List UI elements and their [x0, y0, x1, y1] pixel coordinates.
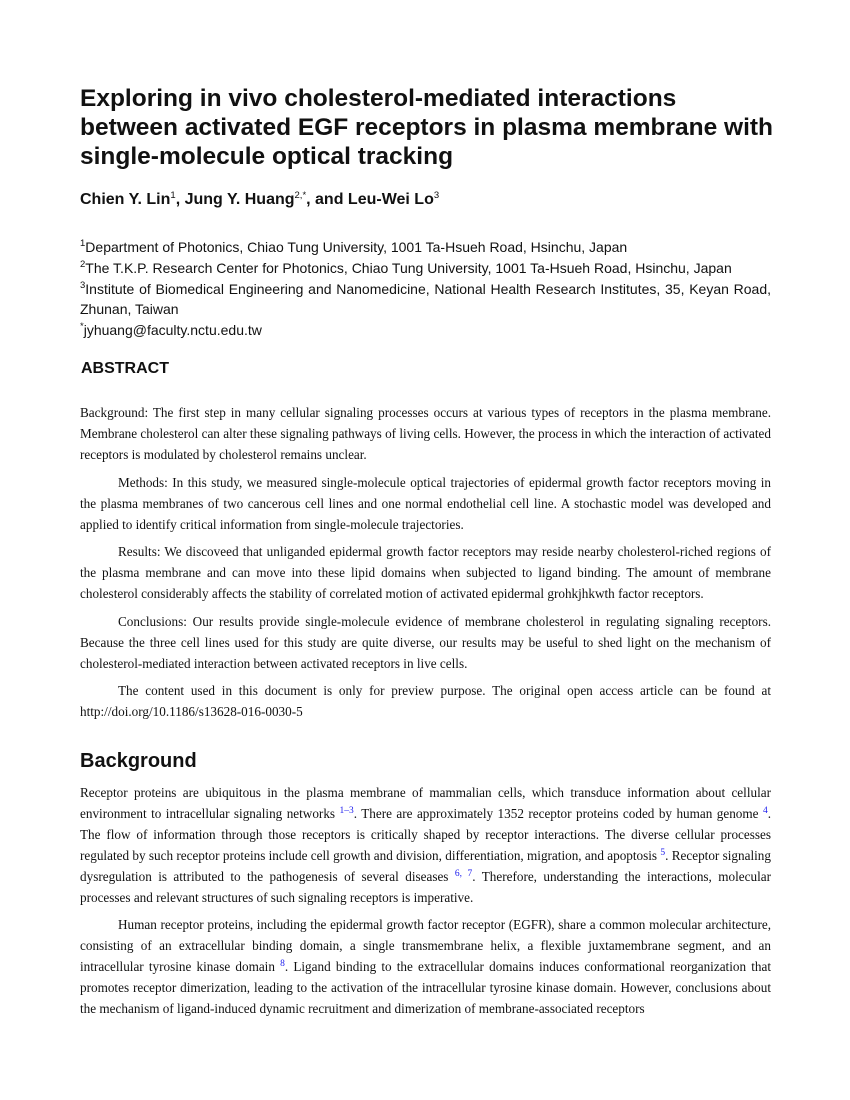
- affiliation-mark: *: [80, 321, 84, 333]
- paragraph-text: . The flow of information through those receptors is critically shaped by receptor interactions. The diverse cellular processes regulated by such receptor proteins include cell growth and division, differentiation, migration, and apoptosis: [80, 806, 771, 863]
- paragraph-text: Receptor proteins are ubiquitous in the plasma membrane of mammalian cells, which transduce information about cellular environment to intracellular signaling networks: [80, 785, 771, 821]
- paragraph-text: . Receptor signaling dysregulation is attributed to the pathogenesis of several diseases: [80, 848, 771, 884]
- email-text: jyhuang@faculty.nctu.edu.tw: [83, 322, 262, 339]
- author-separator: ,: [175, 191, 185, 208]
- citation-link[interactable]: 5: [660, 848, 666, 858]
- citation-link[interactable]: 4: [762, 806, 768, 816]
- affiliation-list: [80, 237, 771, 341]
- affiliation: [80, 237, 771, 258]
- paragraph-text: . There are approximately 1352 receptor proteins coded by human genome: [353, 806, 763, 821]
- affiliation-text: The T.K.P. Research Center for Photonics, Chiao Tung University, 1001 Ta-Hsueh Road, Hsinchu, Japan: [85, 259, 732, 276]
- author-affiliation-mark: 2,*: [294, 190, 307, 201]
- affiliation-mark: 3: [80, 279, 86, 291]
- abstract-results: Results: We discoveed that unliganded epidermal growth factor receptors may reside nearby cholesterol-riched regions of the plasma membrane and can move into these lipid domains when subjected to ligand binding. The amount of membrane cholesterol considerably affects the stability of correlated motion of activated epidermal grohkjhkwth factor receptors.: [80, 544, 771, 601]
- background-heading: Background: [80, 750, 197, 772]
- abstract-body: [80, 402, 771, 729]
- affiliation-text: Institute of Biomedical Engineering and Nanomedicine, National Health Research Institutes, 35, Keyan Road, Zhunan, Taiwan: [80, 280, 771, 318]
- background-paragraph-1: [80, 782, 771, 908]
- paragraph-text: . Therefore, understanding the interactions, molecular processes and relevant structures of such signaling receptors is imperative.: [80, 869, 771, 905]
- abstract-conclusions: Conclusions: Our results provide single-molecule evidence of membrane cholesterol in regulating signaling receptors. Because the three cell lines used for this study are quite diverse, our results may be useful to shed light on the mechanism of cholesterol-mediated interaction between activated receptors in live cells.: [80, 613, 771, 671]
- author-separator: , and: [306, 191, 348, 208]
- citation-link[interactable]: 8: [280, 959, 285, 969]
- background-body: [80, 782, 771, 1025]
- author-list: [80, 190, 780, 210]
- abstract-heading: ABSTRACT: [81, 360, 169, 377]
- abstract-methods: Methods: In this study, we measured single-molecule optical trajectories of epidermal growth factor receptors moving in the plasma membranes of two cancerous cell lines and one normal endothelial cell line. A stochastic model was developed and applied to identify critical information from single-molecule trajectories.: [80, 474, 771, 532]
- author-name: Jung Y. Huang: [184, 191, 295, 208]
- author-name: Leu-Wei Lo: [347, 191, 434, 208]
- corresponding-email: [80, 320, 771, 341]
- affiliation: [80, 279, 771, 321]
- citation-link[interactable]: 6, 7: [454, 869, 473, 879]
- author-name: Chien Y. Lin: [80, 191, 171, 208]
- author-affiliation-mark: 1: [170, 190, 176, 201]
- preview-note: The content used in this document is only for preview purpose. The original open access article can be found at http://doi.org/10.1186/s13628-016-0030-5: [80, 683, 771, 719]
- background-paragraph-2: [80, 914, 771, 1019]
- abstract-background: Background: The first step in many cellular signaling processes occurs at various types of receptors in the plasma membrane. Membrane cholesterol can alter these signaling pathways of living cells. However, the process in which the interaction of activated receptors is modulated by cholesterol remains unclear.: [80, 405, 771, 462]
- paragraph-text: . Ligand binding to the extracellular domains induces conformational reorganization that promotes receptor dimerization, leading to the activation of the intracellular tyrosine kinase domain. However, conclusions about the mechanism of ligand-induced dynamic recruitment and dimerization of membrane-associated receptors: [80, 959, 772, 1016]
- affiliation-text: Department of Photonics, Chiao Tung University, 1001 Ta-Hsueh Road, Hsinchu, Japan: [85, 239, 628, 255]
- affiliation-mark: 2: [80, 258, 86, 270]
- paper-title: Exploring in vivo cholesterol-mediated interactions between activated EGF receptors in plasma membrane with single-molecule optical tracking: [80, 85, 774, 170]
- affiliation-mark: 1: [80, 238, 86, 249]
- citation-link[interactable]: 1–3: [339, 806, 354, 816]
- affiliation: [80, 258, 771, 279]
- paragraph-text: Human receptor proteins, including the epidermal growth factor receptor (EGFR), share a common molecular architecture, consisting of an extracellular binding domain, a single transmembrane helix, a flexible juxtamembrane segment, and an intracellular tyrosine kinase domain: [80, 917, 771, 974]
- author-affiliation-mark: 3: [433, 190, 440, 201]
